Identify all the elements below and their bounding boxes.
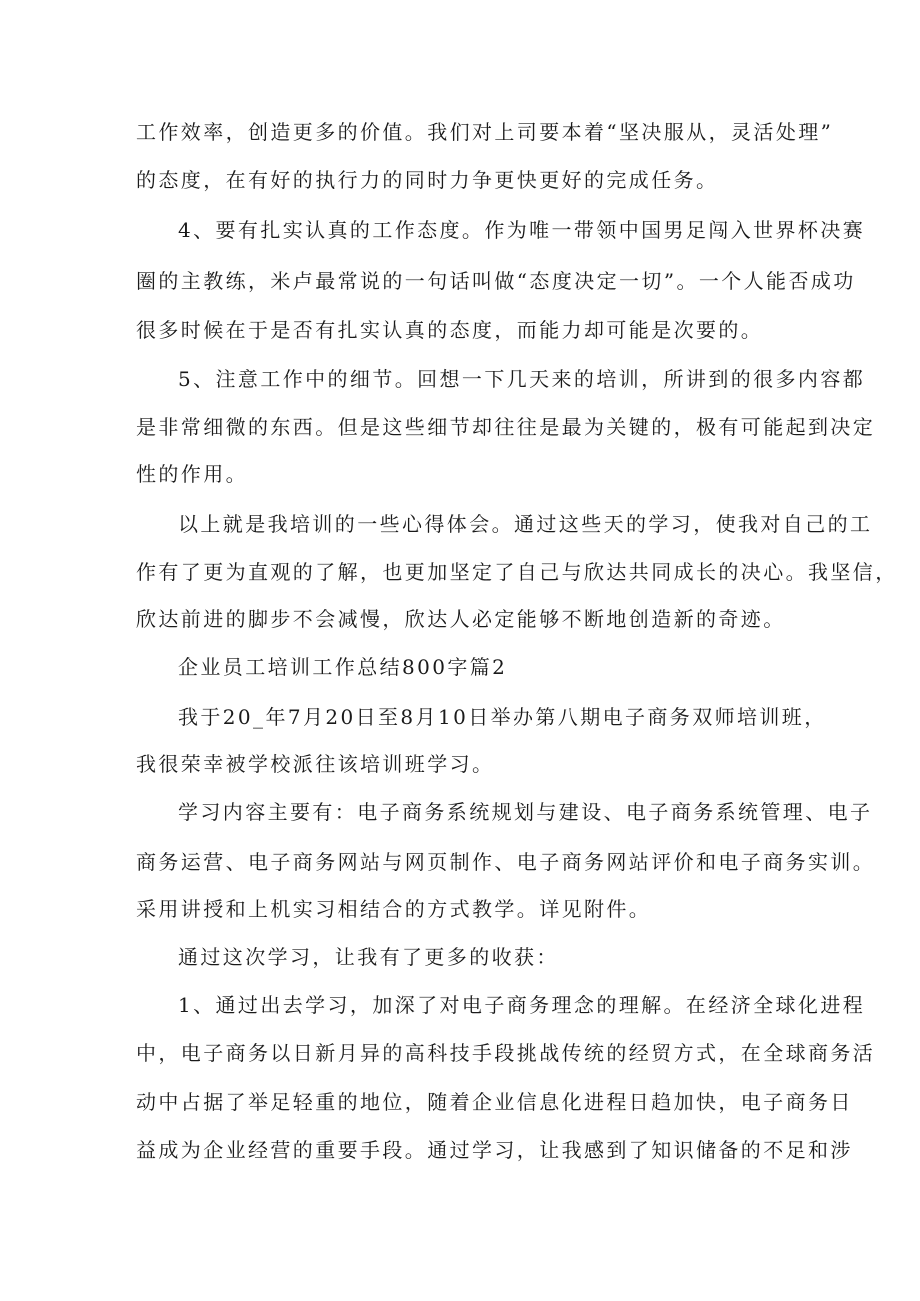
text-line-17: 采用讲授和上机实习相结合的方式教学。详见附件。	[136, 897, 652, 921]
text-line-3: 4、要有扎实认真的工作态度。作为唯一带领中国男足闯入世界杯决赛	[178, 218, 866, 242]
text-line-2: 的态度，在有好的执行力的同时力争更快更好的完成任务。	[136, 168, 719, 192]
text-line-5: 很多时候在于是否有扎实认真的态度，而能力却可能是次要的。	[136, 318, 764, 342]
text-line-18: 通过这次学习，让我有了更多的收获：	[178, 945, 559, 969]
text-line-14: 我很荣幸被学校派往该培训班学习。	[136, 752, 495, 776]
text-line-19: 1、通过出去学习，加深了对电子商务理念的理解。在经济全球化进程	[178, 993, 866, 1017]
text-line-7: 是非常细微的东西。但是这些细节却往往是最为关键的，极有可能起到决定	[136, 415, 876, 439]
text-line-16: 商务运营、电子商务网站与网页制作、电子商务网站评价和电子商务实训。	[136, 850, 876, 874]
text-line-9: 以上就是我培训的一些心得体会。通过这些天的学习，使我对自己的工	[178, 512, 873, 536]
text-line-15: 学习内容主要有：电子商务系统规划与建设、电子商务系统管理、电子	[178, 800, 873, 824]
text-line-20: 中，电子商务以日新月异的高科技手段挑战传统的经贸方式，在全球商务活	[136, 1041, 876, 1065]
text-line-21: 动中占据了举足轻重的地位，随着企业信息化进程日趋加快，电子商务日	[136, 1090, 853, 1114]
text-line-4: 圈的主教练，米卢最常说的一句话叫做“态度决定一切”。一个人能否成功	[136, 269, 856, 293]
text-line-11: 欣达前进的脚步不会减慢，欣达人必定能够不断地创造新的奇迹。	[136, 607, 786, 631]
section-heading: 企业员工培训工作总结800字篇2	[178, 655, 508, 679]
text-line-10: 作有了更为直观的了解，也更加坚定了自己与欣达共同成长的决心。我坚信，	[136, 560, 898, 584]
text-line-1: 工作效率，创造更多的价值。我们对上司要本着“坚决服从，灵活处理”	[136, 120, 834, 144]
text-line-6: 5、注意工作中的细节。回想一下几天来的培训，所讲到的很多内容都	[178, 367, 866, 391]
text-line-8: 性的作用。	[136, 462, 248, 486]
text-line-13: 我于20_年7月20日至8月10日举办第八期电子商务双师培训班，	[178, 705, 827, 729]
text-line-22: 益成为企业经营的重要手段。通过学习，让我感到了知识储备的不足和涉	[136, 1138, 853, 1162]
